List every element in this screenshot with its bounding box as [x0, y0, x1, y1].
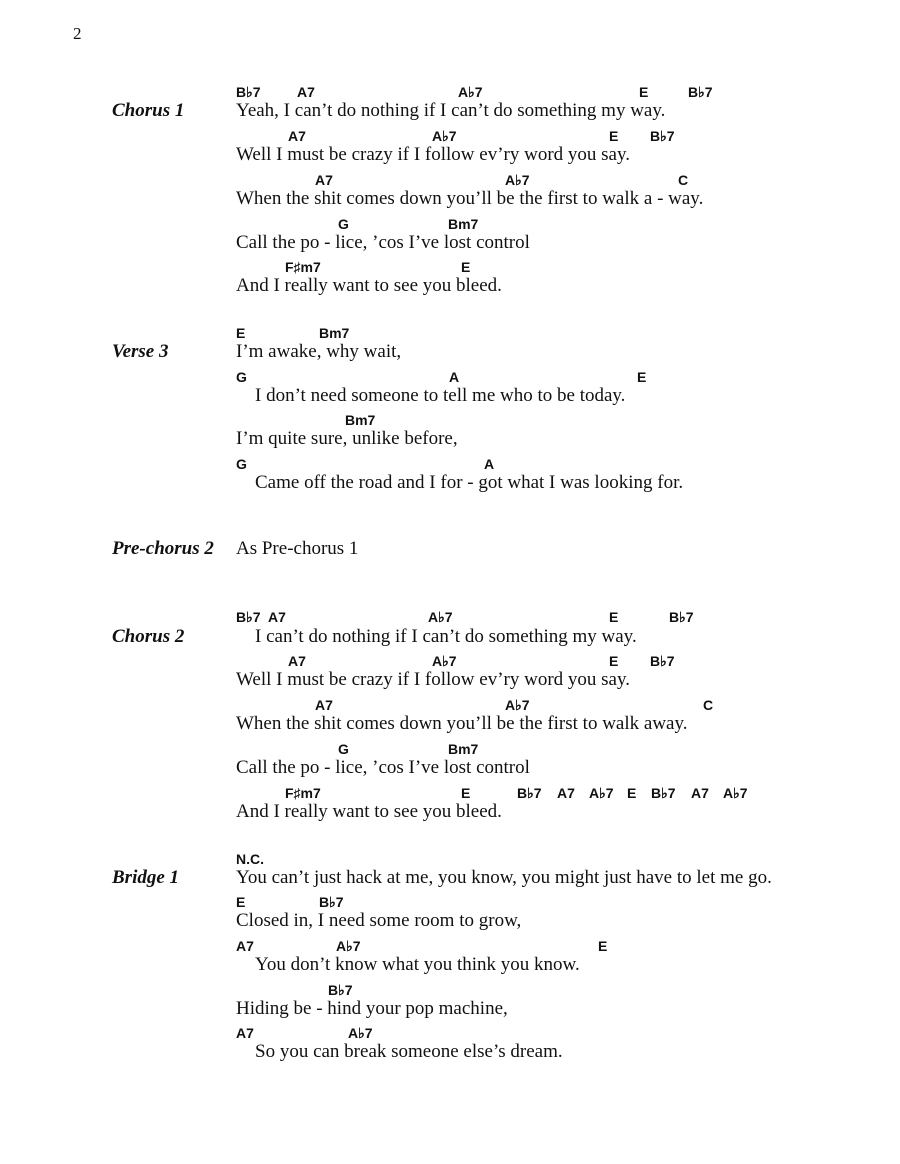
chord: B♭7 [688, 84, 713, 100]
chord: G [236, 456, 247, 472]
chord: A♭7 [348, 1025, 373, 1041]
chord: Bm7 [448, 741, 479, 757]
chord: E [461, 785, 471, 801]
section-label-chorus-1: Chorus 1 [112, 100, 185, 121]
section-label-pre-chorus-2: Pre-chorus 2 [112, 538, 214, 559]
lyric-line: I’m awake, why wait, [236, 341, 402, 362]
chord: A7 [288, 653, 306, 669]
chord: E [236, 325, 246, 341]
chord: A♭7 [723, 785, 748, 801]
chord: A [449, 369, 460, 385]
chord: A [484, 456, 495, 472]
lyric-line: When the shit comes down you’ll be the first to walk away. [236, 713, 688, 734]
lyric-line: Well I must be crazy if I follow ev’ry word you say. [236, 144, 631, 165]
lyric-line: You don’t know what you think you know. [255, 954, 580, 975]
chord: G [338, 216, 349, 232]
chord: A7 [236, 1025, 254, 1041]
lyric-line: I’m quite sure, unlike before, [236, 428, 458, 449]
chord: B♭7 [236, 84, 261, 100]
section-label-verse-3: Verse 3 [112, 341, 169, 362]
chord: B♭7 [650, 128, 675, 144]
chord: A7 [236, 938, 254, 954]
chord: E [461, 259, 471, 275]
chord: E [627, 785, 637, 801]
chord: A♭7 [458, 84, 483, 100]
chord: A♭7 [336, 938, 361, 954]
chord: A♭7 [428, 609, 453, 625]
chord: A7 [691, 785, 709, 801]
lyric-line: I can’t do nothing if I can’t do something my way. [255, 626, 637, 647]
lyric-line: And I really want to see you bleed. [236, 801, 502, 822]
lyric-line: When the shit comes down you’ll be the first to walk a - way. [236, 188, 704, 209]
chord: A7 [557, 785, 575, 801]
lyric-line: And I really want to see you bleed. [236, 275, 502, 296]
chord: Bm7 [319, 325, 350, 341]
chord: E [609, 609, 619, 625]
chord: E [236, 894, 246, 910]
chord: G [236, 369, 247, 385]
chord: B♭7 [517, 785, 542, 801]
chord: A7 [315, 172, 333, 188]
lyric-line: Closed in, I need some room to grow, [236, 910, 522, 931]
lyric-line: Yeah, I can’t do nothing if I can’t do something my way. [236, 100, 666, 121]
chord: B♭7 [319, 894, 344, 910]
chord: A7 [315, 697, 333, 713]
lyric-line: Came off the road and I for - got what I was looking for. [255, 472, 684, 493]
lyric-line: Call the po - lice, ’cos I’ve lost control [236, 757, 530, 778]
section-label-chorus-2: Chorus 2 [112, 626, 185, 647]
lyric-line: Hiding be - hind your pop machine, [236, 998, 508, 1019]
lyric-line: Well I must be crazy if I follow ev’ry word you say. [236, 669, 631, 690]
chord: F♯m7 [285, 785, 321, 801]
lyric-line: So you can break someone else’s dream. [255, 1041, 563, 1062]
chord: G [338, 741, 349, 757]
chord: Bm7 [345, 412, 376, 428]
chord: E [637, 369, 647, 385]
chord: B♭7 [236, 609, 261, 625]
section-label-bridge-1: Bridge 1 [112, 867, 180, 888]
page-number: 2 [73, 24, 82, 43]
chord: F♯m7 [285, 259, 321, 275]
chord: A♭7 [505, 172, 530, 188]
chord: A♭7 [505, 697, 530, 713]
chord: C [703, 697, 714, 713]
chord: A7 [268, 609, 286, 625]
chord: Bm7 [448, 216, 479, 232]
chord: E [609, 653, 619, 669]
chord: B♭7 [669, 609, 694, 625]
chord: N.C. [236, 851, 264, 867]
chord: E [609, 128, 619, 144]
instruction-text: As Pre-chorus 1 [236, 538, 359, 559]
lyric-line: I don’t need someone to tell me who to be today. [255, 385, 626, 406]
chord: C [678, 172, 689, 188]
chord: A♭7 [432, 653, 457, 669]
chord: B♭7 [328, 982, 353, 998]
chord: A7 [297, 84, 315, 100]
lyric-line: Call the po - lice, ’cos I’ve lost control [236, 232, 530, 253]
chord: E [598, 938, 608, 954]
chord: B♭7 [650, 653, 675, 669]
chord: B♭7 [651, 785, 676, 801]
chord: E [639, 84, 649, 100]
chord: A♭7 [589, 785, 614, 801]
chord: A7 [288, 128, 306, 144]
lyric-line: You can’t just hack at me, you know, you might just have to let me go. [236, 867, 772, 888]
chord: A♭7 [432, 128, 457, 144]
